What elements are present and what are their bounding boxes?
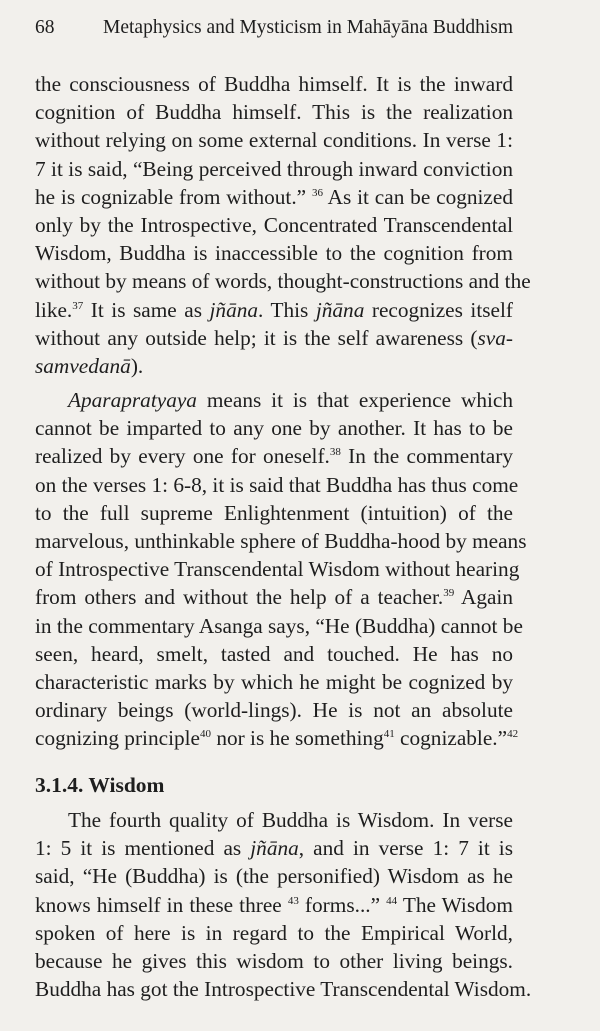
text-run: in the commentary Asanga says, “He (Buddha) cannot be <box>35 613 523 638</box>
text-run: like. <box>35 297 73 322</box>
text-line <box>35 668 513 696</box>
text-run: without by means of words, thought-constructions and the <box>35 269 531 294</box>
text-run: said, “He (Buddha) is (the personified) Wisdom as he <box>35 864 513 889</box>
footnote-ref: 36 <box>311 186 323 199</box>
italic-term: sva- <box>477 325 513 350</box>
section-heading: 3.1.4. Wisdom <box>35 773 165 797</box>
paragraph-wisdom <box>35 806 532 1003</box>
text-run: ordinary beings (world-lings). He is not an absolute <box>35 698 513 723</box>
text-run: As it can be cognized <box>322 184 513 209</box>
text-line <box>35 834 513 862</box>
text-run: of Introspective Transcendental Wisdom without hearing <box>35 557 520 582</box>
footnote-ref: 39 <box>443 587 455 600</box>
text-line <box>35 724 519 752</box>
text-line <box>35 267 531 295</box>
paragraph-continued <box>35 70 531 380</box>
text-line <box>35 183 513 211</box>
text-run: 1: 5 it is mentioned as <box>35 836 251 861</box>
footnote-ref: 42 <box>507 728 519 741</box>
footnote-ref: 44 <box>386 894 398 907</box>
text-run: means it is that experience which <box>196 388 513 412</box>
text-run: only by the Introspective, Concentrated Transcendental <box>35 212 513 237</box>
text-run: 7 it is said, “Being perceived through inward conviction <box>35 156 513 181</box>
text-line <box>35 583 513 611</box>
text-run: recognizes itself <box>364 297 513 322</box>
text-line <box>35 806 513 834</box>
text-run: The Wisdom <box>397 892 513 917</box>
text-line <box>35 555 520 583</box>
text-run: characteristic marks by which he might be cognized by <box>35 669 513 694</box>
text-run: Buddha has got the Introspective Transcendental Wisdom. <box>35 977 532 1002</box>
text-line <box>35 891 513 919</box>
text-run: realized by every one for oneself. <box>35 444 330 469</box>
footnote-ref: 43 <box>287 894 299 907</box>
text-run: Wisdom, Buddha is inaccessible to the cognition from <box>35 241 513 266</box>
text-run: cannot be imparted to any one by another. It has to be <box>35 416 513 441</box>
text-run: cognition of Buddha himself. This is the realization <box>35 100 513 125</box>
text-run: without any outside help; it is the self awareness ( <box>35 325 478 350</box>
italic-term: samvedanā <box>35 353 131 378</box>
footnote-ref: 38 <box>329 446 341 459</box>
text-line <box>35 471 519 499</box>
text-run: It is same as <box>83 297 210 322</box>
text-run: forms...” <box>298 892 387 917</box>
footnote-ref: 41 <box>383 728 395 741</box>
text-run: knows himself in these three <box>35 892 288 917</box>
italic-term: jñāna <box>250 836 299 861</box>
text-run: Again <box>454 585 514 610</box>
text-run: on the verses 1: 6-8, it is said that Buddha has thus come <box>35 472 519 497</box>
text-line <box>35 696 513 724</box>
text-run: cognizable.” <box>394 726 508 751</box>
text-line <box>35 386 513 414</box>
text-line <box>35 324 513 352</box>
text-line <box>35 527 527 555</box>
italic-term: jñāna <box>209 297 259 322</box>
text-line <box>35 155 513 183</box>
text-line <box>35 975 532 1003</box>
running-title: Metaphysics and Mysticism in Mahāyāna Buddhism <box>103 17 513 38</box>
text-run: because he gives this wisdom to other living beings. <box>35 948 513 973</box>
page-number: 68 <box>35 17 55 38</box>
text-line <box>35 352 513 380</box>
text-run: from others and without the help of a teacher. <box>35 585 444 610</box>
text-line <box>35 296 513 324</box>
paragraph-aparapratyaya <box>35 386 527 752</box>
text-line <box>35 211 513 239</box>
text-run: to the full supreme Enlightenment (intuition) of the <box>35 500 513 525</box>
italic-term: jñāna <box>315 297 365 322</box>
text-run: without relying on some external conditions. In verse 1: <box>35 128 513 153</box>
text-line <box>35 862 513 890</box>
italic-term: Aparapratyaya <box>68 388 197 412</box>
text-run: spoken of here is in regard to the Empirical World, <box>35 920 513 945</box>
text-run: seen, heard, smelt, tasted and touched. He has no <box>35 641 513 666</box>
text-run: The fourth quality of Buddha is Wisdom. In verse <box>68 808 513 832</box>
text-run: nor is he something <box>211 726 384 751</box>
text-line <box>35 612 523 640</box>
text-line <box>35 70 513 98</box>
text-line <box>35 640 513 668</box>
text-run: he is cognizable from without.” <box>35 184 312 209</box>
footnote-ref: 40 <box>200 728 211 741</box>
text-line <box>35 919 513 947</box>
text-line <box>35 947 513 975</box>
text-run: In the commentary <box>340 444 513 469</box>
text-run: , and in verse 1: 7 it is <box>298 836 513 861</box>
text-line <box>35 126 513 154</box>
text-run: marvelous, unthinkable sphere of Buddha-hood by means <box>35 528 527 553</box>
text-line <box>35 499 513 527</box>
text-line <box>35 442 513 470</box>
text-line <box>35 414 513 442</box>
text-run: . This <box>258 297 316 322</box>
text-run: ). <box>130 353 144 378</box>
text-line <box>35 98 513 126</box>
text-run: the consciousness of Buddha himself. It is the inward <box>35 72 513 96</box>
footnote-ref: 37 <box>72 299 84 312</box>
text-run: cognizing principle <box>35 726 200 751</box>
text-line <box>35 239 513 267</box>
